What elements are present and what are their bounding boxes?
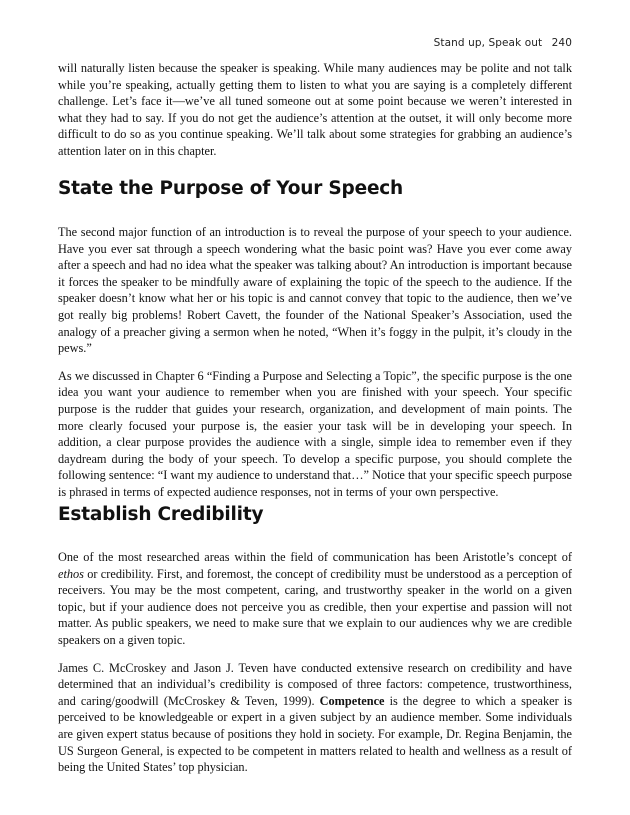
running-head — [434, 37, 572, 49]
competence-term: Competence — [319, 693, 385, 708]
section-heading-credibility: Establish Credibility — [58, 504, 264, 525]
purpose-paragraph-1: The second major function of an introduction is to reveal the purpose of your speech to your audience. Have you ever sat through a speech wondering what the basic point was? Have you ever come away after a speech and had no idea what the speaker was talking about? An introduction is important because it forces the speaker to be mindfully aware of explaining the topic of the speech to the audience. If the speaker doesn’t know what her or his topic is and cannot convey that topic to the audience, then we’ve got really big problems! Robert Cavett, the founder of the National Speaker’s Association, used the analogy of a preacher giving a sermon when he noted, “When it’s foggy in the pulpit, it’s cloudy in the pews.” — [58, 225, 572, 356]
credibility-text-block — [58, 549, 572, 787]
ethos-term: ethos — [58, 566, 84, 581]
credibility-paragraph-2: James C. McCroskey and Jason J. Teven have conducted extensive research on credibility and have determined that an individual’s credibility is composed of three factors: competence, trustworthiness, and caring/goodwill (McCroskey & Teven, 1999). Competence is the degree to which a speaker is perceived to be knowledgeable or expert in a given subject by an audience member. Some individuals are given expert status because of positions they hold in society. For example, Dr. Regina Benjamin, the US Surgeon General, is expected to be competent in matters related to health and wellness as a result of being the United States’ top physician. — [58, 660, 572, 775]
page-number: 240 — [551, 37, 572, 49]
purpose-paragraph-2: As we discussed in Chapter 6 “Finding a Purpose and Selecting a Topic”, the specific purpose is the one idea you want your audience to remember when you are finished with your speech. Your specific purpose is the rudder that guides your research, organization, and development of main points. The more clearly focused your purpose is, the easier your task will be in developing your speech. In addition, a clear purpose provides the audience with a single, simple idea to remember even if they daydream during the body of your speech. To develop a specific purpose, you should complete the following sentence: “I want my audience to understand that…” Notice that your specific speech purpose is phrased in terms of expected audience responses, not in terms of your own perspective. — [58, 368, 572, 499]
credibility-paragraph-1: One of the most researched areas within the field of communication has been Aristotle’s concept of ethos or credibility. First, and foremost, the concept of credibility must be understood as a perception of receivers. You may be the most competent, caring, and trustworthy speaker in the world on a given topic, but if your audience does not perceive you as credible, then your expertise and passion will not matter. As public speakers, we need to make sure that we explain to our audiences why we are credible speakers on a given topic. — [58, 550, 572, 647]
section-heading-purpose: State the Purpose of Your Speech — [58, 178, 404, 199]
intro-paragraph: will naturally listen because the speaker is speaking. While many audiences may be polite and not talk while you’re speaking, actually getting them to listen to what you are saying is a completely different challenge. Let’s face it—we’ve all tuned someone out at some point because we weren’t interested in what they had to say. If you do not get the audience’s attention at the outset, it will only become more difficult to do so as you continue speaking. We’ll talk about some strategies for grabbing an audience’s attention later on in this chapter. — [58, 61, 572, 158]
intro-text-block — [58, 60, 572, 171]
running-head-title: Stand up, Speak out — [433, 37, 543, 49]
purpose-text-block — [58, 224, 572, 512]
